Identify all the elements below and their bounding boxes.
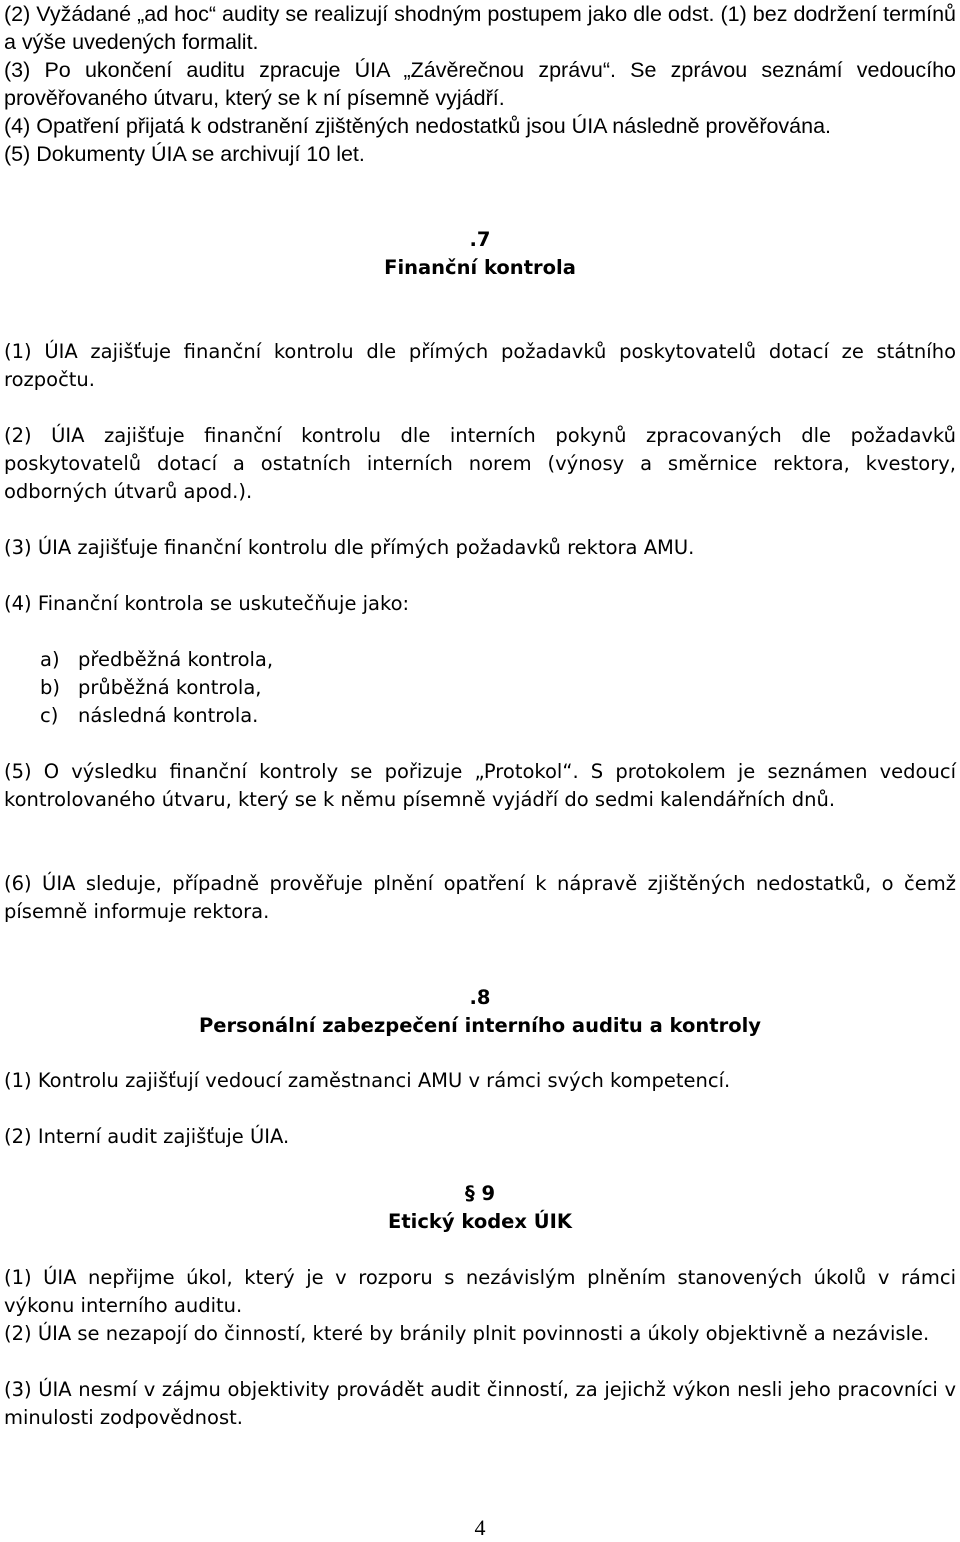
section-7-paragraph-4: (4) Finanční kontrola se uskutečňuje jako: xyxy=(4,592,410,615)
section-8-paragraph-1: (1) Kontrolu zajišťují vedoucí zaměstnanci AMU v rámci svých kompetencí. xyxy=(4,1069,731,1092)
list-marker: a) xyxy=(40,648,60,671)
list-item xyxy=(40,702,273,730)
audit-procedure-paragraphs xyxy=(4,0,956,168)
section-7-paragraph-5: (5) O výsledku finanční kontroly se pořizuje „Protokol“. S protokolem je seznámen vedoucí kontrolovaného útvaru, který se k němu písemně vyjádří do sedmi kalendářních dnů. xyxy=(4,760,956,811)
section-9-paragraph-3: (3) ÚIA nesmí v zájmu objektivity provádět audit činností, za jejichž výkon nesli jeho pracovníci v minulosti zodpovědnost. xyxy=(4,1378,956,1429)
section-8-title: Personální zabezpečení interního auditu a kontroly xyxy=(198,1014,762,1037)
list-marker: b) xyxy=(40,676,60,699)
section-sign-icon: § xyxy=(464,1182,475,1205)
list-item-text: následná kontrola. xyxy=(78,704,259,727)
section-8-heading xyxy=(0,984,960,1040)
list-item xyxy=(40,646,273,674)
section-9-heading xyxy=(0,1180,960,1236)
section-7-paragraph-2: (2) ÚIA zajišťuje finanční kontrolu dle interních pokynů zpracovaných dle požadavků poskytovatelů dotací a ostatních interních norem (výnosy a směrnice rektora, kvestory, odborných útvarů apod.). xyxy=(4,424,956,503)
list-item xyxy=(40,674,273,702)
paragraph-archiving: (5) Dokumenty ÚIA se archivují 10 let. xyxy=(4,142,365,166)
page-number: 4 xyxy=(474,1515,486,1540)
section-9-paragraph-1: (1) ÚIA nepřijme úkol, který je v rozporu s nezávislým plněním stanovených úkolů v rámci výkonu interního auditu. xyxy=(4,1266,956,1317)
section-7-paragraph-1: (1) ÚIA zajišťuje finanční kontrolu dle přímých požadavků poskytovatelů dotací ze státního rozpočtu. xyxy=(4,340,956,391)
section-9-title: Etický kodex ÚIK xyxy=(388,1210,572,1233)
control-types-list xyxy=(40,646,273,730)
section-8-paragraph-2: (2) Interní audit zajišťuje ÚIA. xyxy=(4,1125,290,1148)
paragraph-final-report: (3) Po ukončení auditu zpracuje ÚIA „Závěrečnou zprávu“. Se zprávou seznámí vedoucího prověřovaného útvaru, který se k ní písemně vyjádří. xyxy=(4,58,956,110)
section-7-title: Finanční kontrola xyxy=(384,256,576,279)
section-7-number: .7 xyxy=(469,228,491,251)
list-marker: c) xyxy=(40,704,59,727)
list-item-text: průběžná kontrola, xyxy=(78,676,262,699)
section-7-paragraph-3: (3) ÚIA zajišťuje finanční kontrolu dle přímých požadavků rektora AMU. xyxy=(4,536,695,559)
section-9-paragraph-2: (2) ÚIA se nezapojí do činností, které by bránily plnit povinnosti a úkoly objektivně a nezávisle. xyxy=(4,1322,930,1345)
list-item-text: předběžná kontrola, xyxy=(78,648,274,671)
paragraph-adhoc-audits: (2) Vyžádané „ad hoc“ audity se realizují shodným postupem jako dle odst. (1) bez dodržení termínů a výše uvedených formalit. xyxy=(4,2,956,54)
section-8-number: .8 xyxy=(469,986,491,1009)
section-7-heading xyxy=(0,226,960,282)
paragraph-measures-verification: (4) Opatření přijatá k odstranění zjištěných nedostatků jsou ÚIA následně prověřována. xyxy=(4,114,832,138)
section-7-paragraph-6: (6) ÚIA sleduje, případně prověřuje plnění opatření k nápravě zjištěných nedostatků, o čemž písemně informuje rektora. xyxy=(4,872,956,923)
section-9-number: § 9 xyxy=(464,1182,496,1205)
